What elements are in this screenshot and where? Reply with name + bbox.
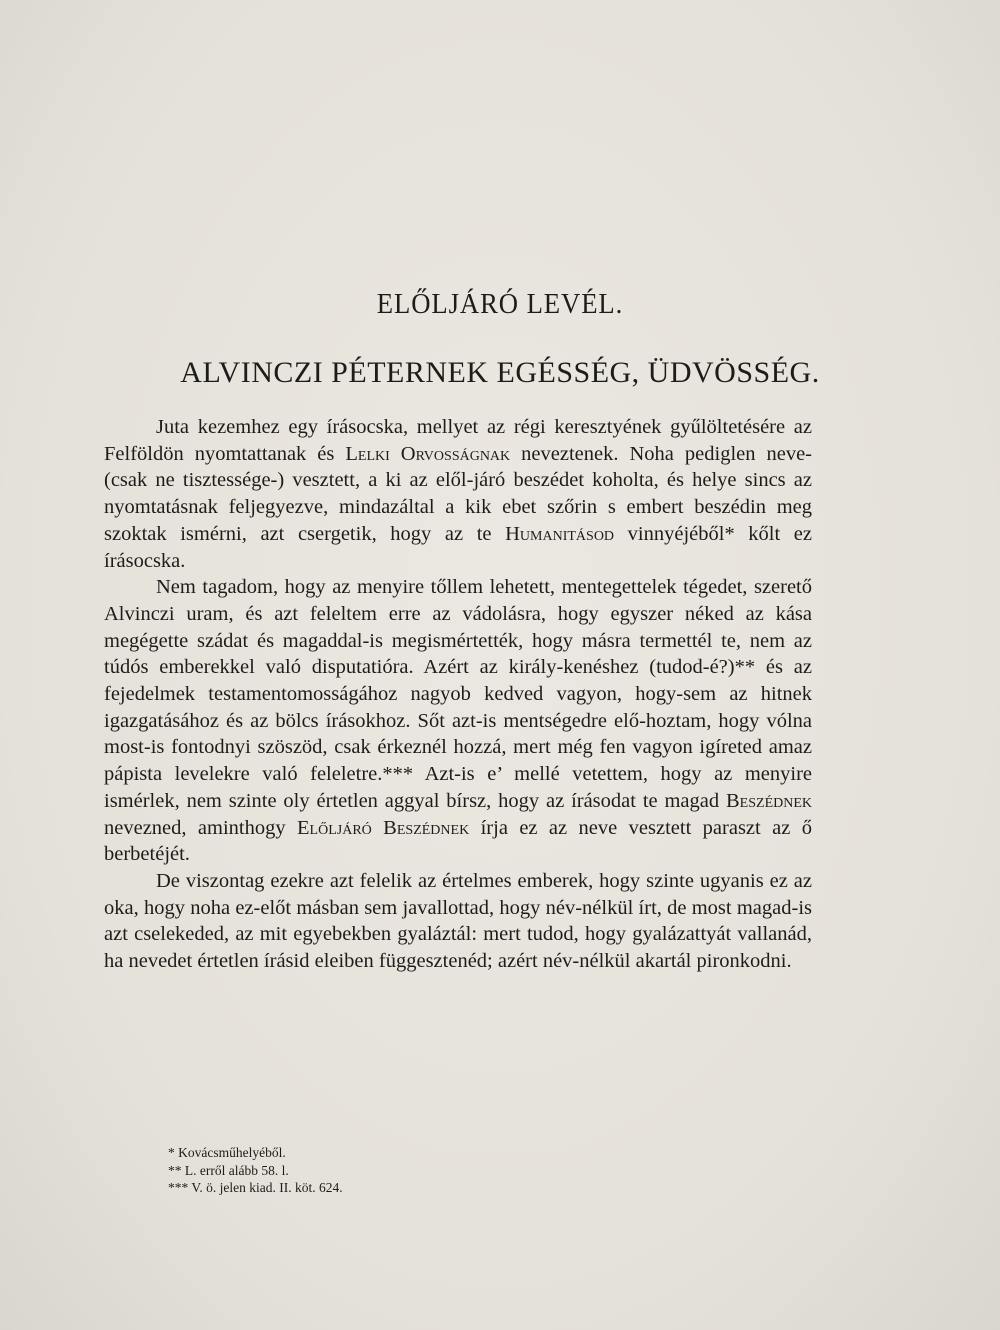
text-run: neveztenek. Noha pediglen neve- (csak ne tisztessége-) vesztett, a ki az elől-járó beszédet koholta, és helye sincs az nyomtatásnak feljegyezve, mindazáltal a kik ebet szőrin s embert beszédin meg szoktak ismérni, azt csergetik, hogy az te — [104, 442, 813, 545]
text-run: vinnyéjéből* kőlt ez írásocska. — [104, 522, 812, 572]
footnotes — [168, 1144, 343, 1197]
paragraph — [104, 414, 812, 574]
small-caps-run: Humanitásod — [505, 522, 615, 545]
footnote: *** V. ö. jelen kiad. II. köt. 624. — [168, 1180, 343, 1195]
text-run: írja ez az neve vesztett paraszt az ő berbetéjét. — [104, 816, 812, 866]
footnote: ** L. erről alább 58. l. — [168, 1162, 289, 1178]
text-run: nevezned, aminthogy — [104, 816, 298, 839]
small-caps-run: Lelki Orvosságnak — [345, 442, 511, 465]
footnote: * Kovácsműhelyéből. — [168, 1145, 286, 1160]
text-run: De viszontag ezekre azt felelik az értelmes emberek, hogy szinte ugyanis ez az oka, hogy noha ez-előt másban sem javallottad, hogy név-nélkül írt, de most magad-is azt cselekeded, az mit egyebekben gyaláztál: mert tudod, hogy gyalázattyát vallanád, ha nevedet értetlen írásid eleiben függesztenéd; azért név-nélkül akartál pironkodni. — [104, 869, 812, 973]
small-caps-run: Előljáró Beszédnek — [297, 816, 470, 839]
letter-body — [104, 414, 812, 975]
page-title: ELŐLJÁRÓ LEVÉL. — [376, 288, 624, 320]
paragraph — [104, 574, 812, 868]
paragraph — [104, 868, 812, 975]
page-subtitle: ALVINCZI PÉTERNEK EGÉSSÉG, ÜDVÖSSÉG. — [180, 356, 820, 389]
text-run: Nem tagadom, hogy az menyire tőllem lehetett, mentegettelek tégedet, szerető Alvinczi uram, és azt feleltem erre az vádolásra, hogy egyszer néked az kása megégette szádat és magaddal-is megismértették, hogy másra termettél te, nem az túdós emberekkel való disputatióra. Azért az király-kenéshez (tudod-é?)** és az fejedelmek testamentomosságához nagyob kedved vagyon, hogy-sem az hitnek igazgatásához és az bölcs írásokhoz. Sőt azt-is mentségedre elő-hoztam, hogy vólna most-is fontodnyi szöszöd, csak érkeznél hozzá, mert még fen vagyon igíreted amaz pápista levelekre való feleletre.*** Azt-is e’ mellé vetettem, hogy az menyire ismérlek, nem szinte oly értetlen aggyal bírsz, hogy az írásodat te magad — [104, 576, 812, 812]
text-run: Juta kezemhez egy írásocska, mellyet az régi keresztyének gyűlöltetésére az Felföldön nyomtattanak és — [104, 416, 812, 465]
small-caps-run: Beszédnek — [726, 789, 812, 812]
